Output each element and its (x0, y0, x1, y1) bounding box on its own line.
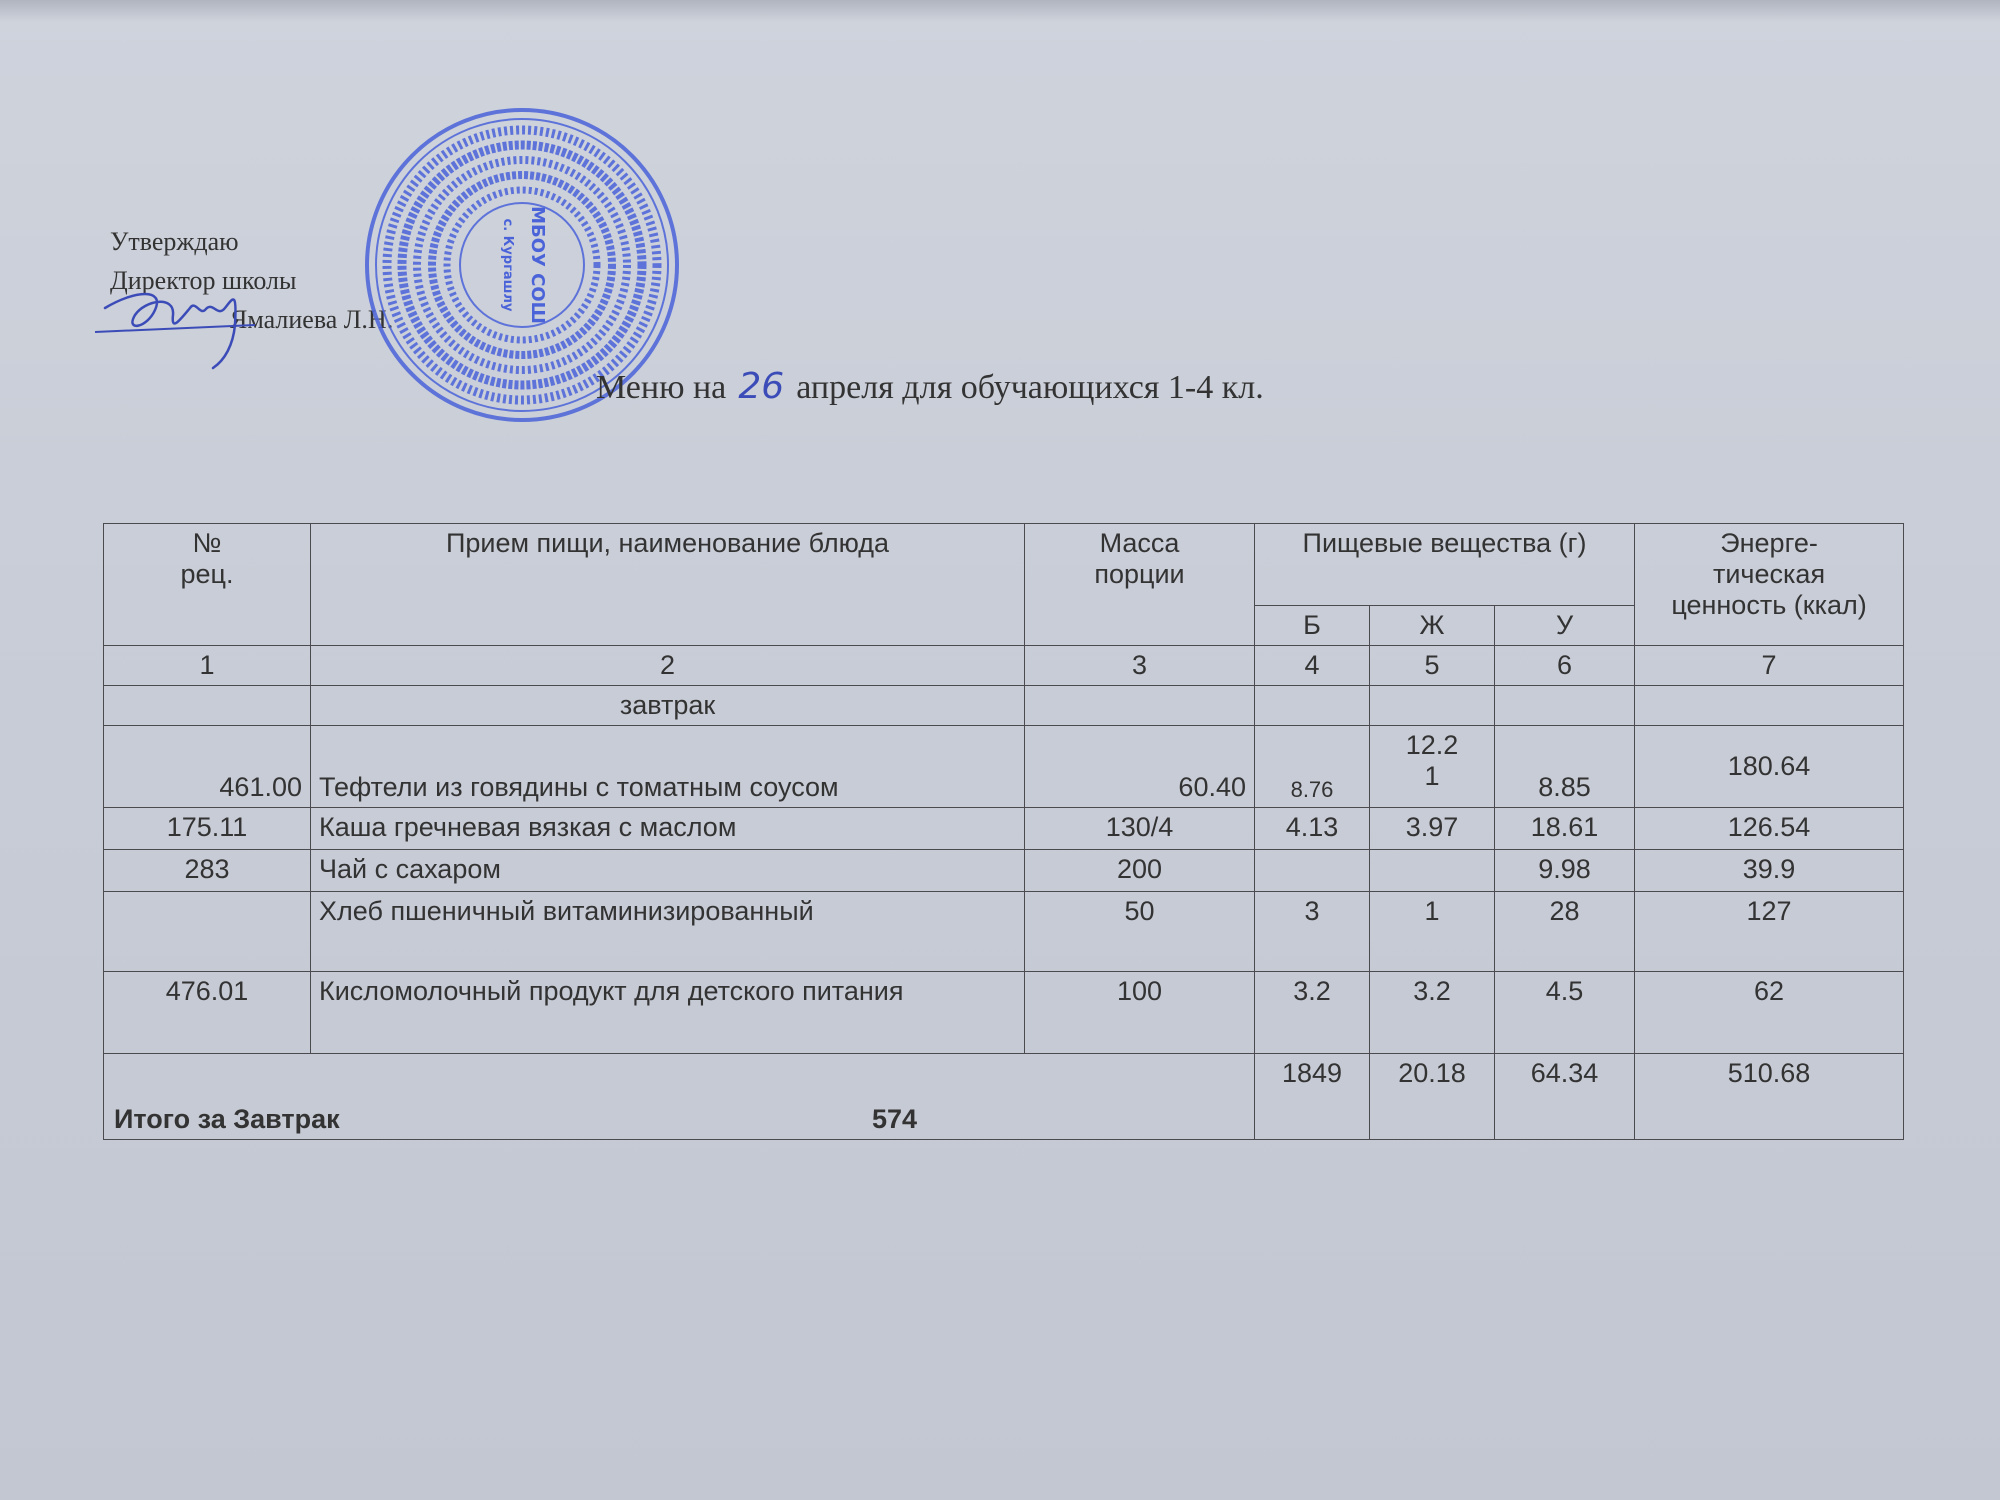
row-name: Чай с сахаром (311, 850, 1025, 892)
director-signature (95, 270, 275, 370)
header-mass: Масса порции (1025, 524, 1255, 646)
colnum-4: 4 (1255, 646, 1370, 686)
total-b: 1849 (1255, 1054, 1370, 1140)
header-u: У (1495, 606, 1635, 646)
row-num (104, 892, 311, 972)
total-mass: 574 (872, 1104, 918, 1134)
colnum-7: 7 (1635, 646, 1904, 686)
total-zh: 20.18 (1370, 1054, 1495, 1140)
colnum-3: 3 (1025, 646, 1255, 686)
page-title (596, 366, 1264, 407)
row-zh: 3.97 (1370, 808, 1495, 850)
row-zh: 1 (1370, 892, 1495, 972)
row-name: Тефтели из говядины с томатным соусом (311, 726, 1025, 808)
row-mass: 100 (1025, 972, 1255, 1054)
row-b: 4.13 (1255, 808, 1370, 850)
section-empty (1025, 686, 1255, 726)
total-row (104, 1054, 1904, 1140)
row-mass: 60.40 (1025, 726, 1255, 808)
row-zh (1370, 850, 1495, 892)
title-suffix: апреля для обучающихся 1-4 кл. (796, 369, 1264, 406)
row-energy: 180.64 (1635, 726, 1904, 808)
row-name: Хлеб пшеничный витаминизированный (311, 892, 1025, 972)
row-mass: 130/4 (1025, 808, 1255, 850)
row-u: 4.5 (1495, 972, 1635, 1054)
row-u: 18.61 (1495, 808, 1635, 850)
stamp-text-1: МБОУ СОШ (527, 206, 548, 324)
total-energy: 510.68 (1635, 1054, 1904, 1140)
approval-line-2: Директор школы (110, 266, 297, 295)
colnum-6: 6 (1495, 646, 1635, 686)
total-label-cell (104, 1054, 1255, 1140)
row-b (1255, 850, 1370, 892)
header-name: Прием пищи, наименование блюда (311, 524, 1025, 646)
title-prefix: Меню на (596, 369, 727, 406)
row-u: 8.85 (1495, 726, 1635, 808)
header-nutrients: Пищевые вещества (г) (1255, 524, 1635, 606)
table-row (104, 808, 1904, 850)
row-mass: 50 (1025, 892, 1255, 972)
row-u: 9.98 (1495, 850, 1635, 892)
title-date: 26 (738, 366, 785, 407)
row-name: Каша гречневая вязкая с маслом (311, 808, 1025, 850)
row-num: 283 (104, 850, 311, 892)
row-b: 8.76 (1255, 726, 1370, 808)
section-empty (1635, 686, 1904, 726)
total-label: Итого за Завтрак (114, 1104, 340, 1134)
table-row (104, 726, 1904, 808)
colnum-1: 1 (104, 646, 311, 686)
section-empty (1370, 686, 1495, 726)
row-u: 28 (1495, 892, 1635, 972)
row-energy: 39.9 (1635, 850, 1904, 892)
header-num: № рец. (104, 524, 311, 646)
section-label: завтрак (311, 686, 1025, 726)
colnum-5: 5 (1370, 646, 1495, 686)
header-energy: Энерге- тическая ценность (ккал) (1635, 524, 1904, 646)
row-zh: 3.2 (1370, 972, 1495, 1054)
section-empty (1495, 686, 1635, 726)
row-num: 461.00 (104, 726, 311, 808)
paper-edge (0, 0, 2000, 22)
approval-line-1: Утверждаю (110, 227, 239, 256)
table-row (104, 972, 1904, 1054)
colnum-2: 2 (311, 646, 1025, 686)
row-energy: 126.54 (1635, 808, 1904, 850)
table-row (104, 850, 1904, 892)
row-b: 3.2 (1255, 972, 1370, 1054)
section-empty (104, 686, 311, 726)
row-energy: 62 (1635, 972, 1904, 1054)
approval-line-3: Ямалиева Л.Н. (230, 305, 394, 334)
row-mass: 200 (1025, 850, 1255, 892)
row-num: 476.01 (104, 972, 311, 1054)
table-row (104, 892, 1904, 972)
total-u: 64.34 (1495, 1054, 1635, 1140)
row-energy: 127 (1635, 892, 1904, 972)
header-b: Б (1255, 606, 1370, 646)
stamp-text-2: с. Кургашлу (500, 218, 515, 312)
row-b: 3 (1255, 892, 1370, 972)
menu-table (103, 523, 1904, 1140)
row-zh: 12.2 1 (1370, 726, 1495, 808)
row-num: 175.11 (104, 808, 311, 850)
section-empty (1255, 686, 1370, 726)
row-name: Кисломолочный продукт для детского питания (311, 972, 1025, 1054)
header-zh: Ж (1370, 606, 1495, 646)
